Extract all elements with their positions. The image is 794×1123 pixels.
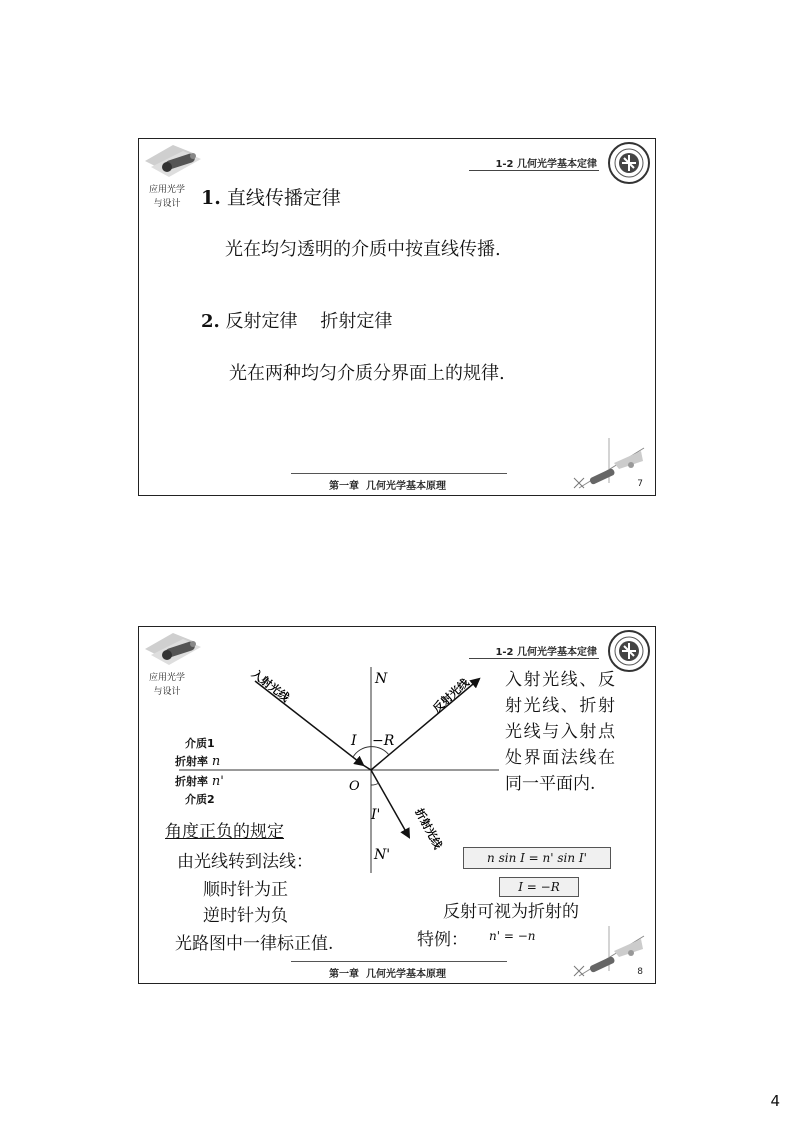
medium-1-label: 介质1 <box>185 737 215 750</box>
reflection-law-formula: I = −R <box>499 877 579 897</box>
header-divider <box>469 170 599 171</box>
sheet-page-number: 4 <box>770 1092 780 1110</box>
index-2-symbol: n' <box>211 774 224 789</box>
label-origin: O <box>349 779 360 794</box>
heading-1-number: 1. <box>201 187 221 209</box>
chapter-footer: 第一章 几何光学基本原理 <box>329 969 446 980</box>
course-name-line2: 与设计 <box>153 199 181 209</box>
index-1-label <box>175 753 220 769</box>
angle-sign-title: 角度正负的规定 <box>165 822 284 842</box>
heading-1 <box>201 183 341 210</box>
course-name-line2: 与设计 <box>153 687 181 697</box>
angle-rule-3: 逆时针为负 <box>203 906 288 926</box>
index-1-text: 折射率 <box>175 755 208 768</box>
label-angle-I: I <box>351 733 357 749</box>
snell-law-formula: n sin I = n' sin I' <box>463 847 611 869</box>
index-1-symbol: n <box>211 754 221 769</box>
label-incident-ray: 入射光线 <box>249 667 292 705</box>
label-angle-R: −R <box>372 733 395 749</box>
heading-1-text: 直线传播定律 <box>226 187 341 209</box>
label-refracted-ray: 折射光线 <box>412 806 445 852</box>
medium-2-label: 介质2 <box>185 793 215 806</box>
course-name-line1: 应用光学 <box>148 673 185 683</box>
footer-divider <box>291 961 507 962</box>
incident-ray-tail <box>363 765 371 770</box>
paragraph-1: 光在均匀透明的介质中按直线传播. <box>225 239 501 260</box>
label-normal-bottom: N' <box>374 847 391 863</box>
label-reflected-ray: 反射光线 <box>430 676 472 716</box>
reflection-special-formula: n' = −n <box>489 929 536 943</box>
section-header: 1-2 几何光学基本定律 <box>495 647 597 658</box>
slide-7 <box>138 138 656 496</box>
angle-arc-lower <box>371 783 379 785</box>
refracted-ray <box>371 770 409 837</box>
angle-rule-2: 顺时针为正 <box>203 880 288 900</box>
coplanar-description: 入射光线、反射光线、折射光线与入射点处界面法线在同一平面内. <box>505 670 615 794</box>
slide-page-number: 7 <box>637 479 643 489</box>
angle-rule-4: 光路图中一律标正值. <box>175 934 334 954</box>
section-header: 1-2 几何光学基本定律 <box>495 159 597 170</box>
index-2-label <box>175 773 224 789</box>
footer-divider <box>291 473 507 474</box>
reflection-note-2: 特例： <box>417 930 468 950</box>
chapter-footer: 第一章 几何光学基本原理 <box>329 481 446 492</box>
index-2-text: 折射率 <box>175 775 208 788</box>
heading-2-text: 反射定律 折射定律 <box>225 311 393 332</box>
slide-page-number: 8 <box>637 967 643 977</box>
heading-2-number: 2. <box>201 311 220 332</box>
university-seal-icon <box>607 141 651 185</box>
paragraph-2: 光在两种均匀介质分界面上的规律. <box>229 363 505 384</box>
label-angle-I-prime: I' <box>371 807 381 823</box>
heading-2 <box>201 307 392 333</box>
slide-8 <box>138 626 656 984</box>
course-name-line1: 应用光学 <box>148 185 185 195</box>
label-normal-top: N <box>375 671 388 687</box>
angle-rule-1: 由光线转到法线： <box>177 852 313 872</box>
reflection-note-1: 反射可视为折射的 <box>443 902 579 922</box>
telescope-logo-icon <box>143 141 205 183</box>
course-name <box>145 183 189 211</box>
